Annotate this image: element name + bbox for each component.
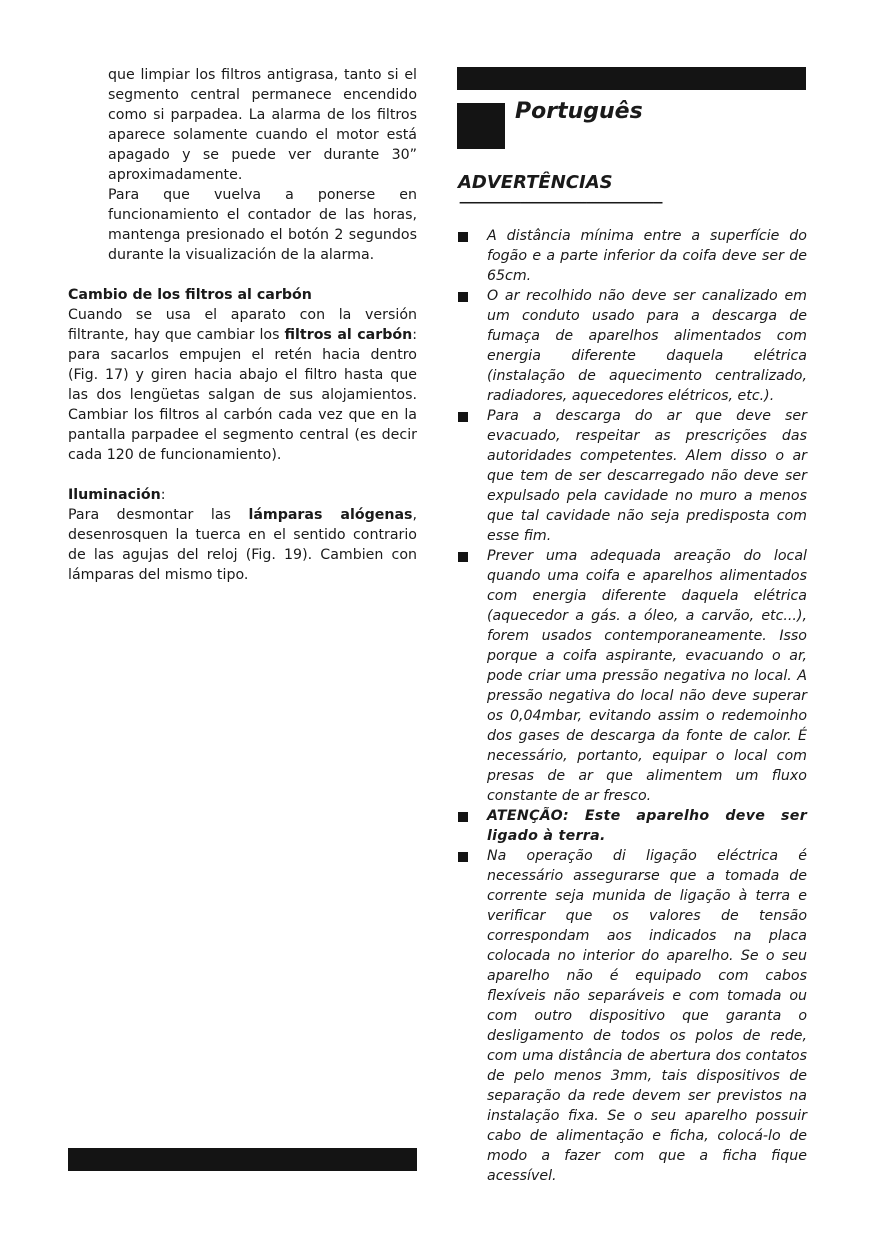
- warnings-heading: ADVERTÊNCIAS: [458, 172, 613, 193]
- carbon-filters-paragraph: [68, 305, 417, 465]
- lighting-bold-term: lámparas alógenas: [248, 507, 413, 523]
- warning-text: Na operação di ligação eléctrica é necessário assegurarse que a tomada de corrente seja munida de ligação à terra e verificar que os valores de tensão correspondam aos indicados na placa colocada no interior do aparelho. Se o seu aparelho não é equipado com cabos flexíveis não separáveis e com tomada ou com outro dispositivo que garanta o desligamento de todos os polos de rede, com uma distância de abertura dos contatos de pelo menos 3mm, tais dispositivos de separação da rede devem ser previstos na instalação fixa. Se o seu aparelho possuir cabo de alimentação e ficha, colocá-lo de modo a fazer com que a ficha fique acessível.: [487, 848, 807, 1184]
- square-bullet-icon: [458, 292, 468, 302]
- warning-text: A distância mínima entre a superfície do fogão e a parte inferior da coifa deve ser de 65cm.: [487, 228, 807, 284]
- list-item: [458, 226, 807, 286]
- lighting-paragraph: [68, 505, 417, 585]
- hour-counter-paragraph: Para que vuelva a ponerse en funcionamiento el contador de las horas, mantenga presionado el botón 2 segundos durante la visualización de la alarma.: [108, 187, 417, 263]
- spacer: [68, 265, 417, 285]
- warnings-list: [458, 226, 807, 1186]
- warning-text-grounding: ATENÇÃO: Este aparelho deve ser ligado à terra.: [487, 808, 807, 844]
- square-bullet-icon: [458, 232, 468, 242]
- square-bullet-icon: [458, 812, 468, 822]
- lighting-text-a: Para desmontar las: [68, 507, 249, 523]
- filters-alarm-paragraph: que limpiar los filtros antigrasa, tanto si el segmento central permanece encendido como si parpadea. La alarma de los filtros aparece solamente cuando el motor está apagado y se puede ver durante 30” aproximadamente.: [108, 67, 417, 183]
- spacer: [68, 465, 417, 485]
- list-item: [458, 846, 807, 1186]
- lighting-heading: Iluminación: [68, 487, 161, 503]
- lighting-colon: :: [160, 487, 166, 503]
- lighting-text-b: , desenrosquen la tuerca en el sentido contrario de las agujas del reloj (Fig. 19). Cambien con lámparas del mismo tipo.: [68, 507, 417, 583]
- list-item: [458, 546, 807, 806]
- square-bullet-icon: [458, 552, 468, 562]
- dashed-rule: -------------------------------------------------------------------: [458, 196, 661, 209]
- square-bullet-icon: [458, 852, 468, 862]
- carbon-bold-term: filtros al carbón: [284, 327, 413, 343]
- top-header-bar: [457, 67, 806, 90]
- warning-text: Prever uma adequada areação do local quando uma coifa e aparelhos alimentados com energia diferente daquela elétrica (aquecedor a gás. a óleo, a carvão, etc...), forem usados contemporaneamente. Isso porque a coifa aspirante, evacuando o ar, pode criar uma pressão negativa no local. A pressão negativa do local não deve superar os 0,04mbar, evitando assim o redemoinho dos gases de descarga da fonte de calor. É necessário, portanto, equipar o local com presas de ar que alimentem um fluxo constante de ar fresco.: [487, 548, 807, 804]
- list-item: [458, 286, 807, 406]
- warning-text: O ar recolhido não deve ser canalizado em um conduto usado para a descarga de fumaça de aparelhos alimentados com energia diferente daquela elétrica (instalação de aquecimento centralizado, radiadores, aquecedores elétricos, etc.).: [487, 288, 807, 404]
- carbon-text-b: : para sacarlos empujen el retén hacia dentro (Fig. 17) y giren hacia abajo el filtro hasta que las dos lengüetas salgan de sus alojamientos. Cambiar los filtros al carbón cada vez que en la pantalla parpadee el segmento central (es decir cada 120 de funcionamiento).: [68, 327, 418, 463]
- warning-text: Para a descarga do ar que deve ser evacuado, respeitar as prescrições das autoridades competentes. Alem disso o ar que tem de ser descarregado não deve ser expulsado pela cavidade no muro a menos que tal cavidade não seja predisposta com esse fim.: [487, 408, 807, 544]
- list-item: [458, 806, 807, 846]
- bottom-footer-bar: [68, 1148, 417, 1171]
- lighting-heading-line: [68, 485, 417, 505]
- list-item: [458, 406, 807, 546]
- left-column: [68, 65, 417, 585]
- square-bullet-icon: [458, 412, 468, 422]
- carbon-text-a: Cuando se usa el aparato con la versión filtrante, hay que cambiar los: [68, 307, 417, 343]
- carbon-filters-heading: Cambio de los filtros al carbón: [68, 287, 312, 303]
- language-marker-block: [457, 103, 505, 149]
- language-title: Português: [515, 99, 643, 124]
